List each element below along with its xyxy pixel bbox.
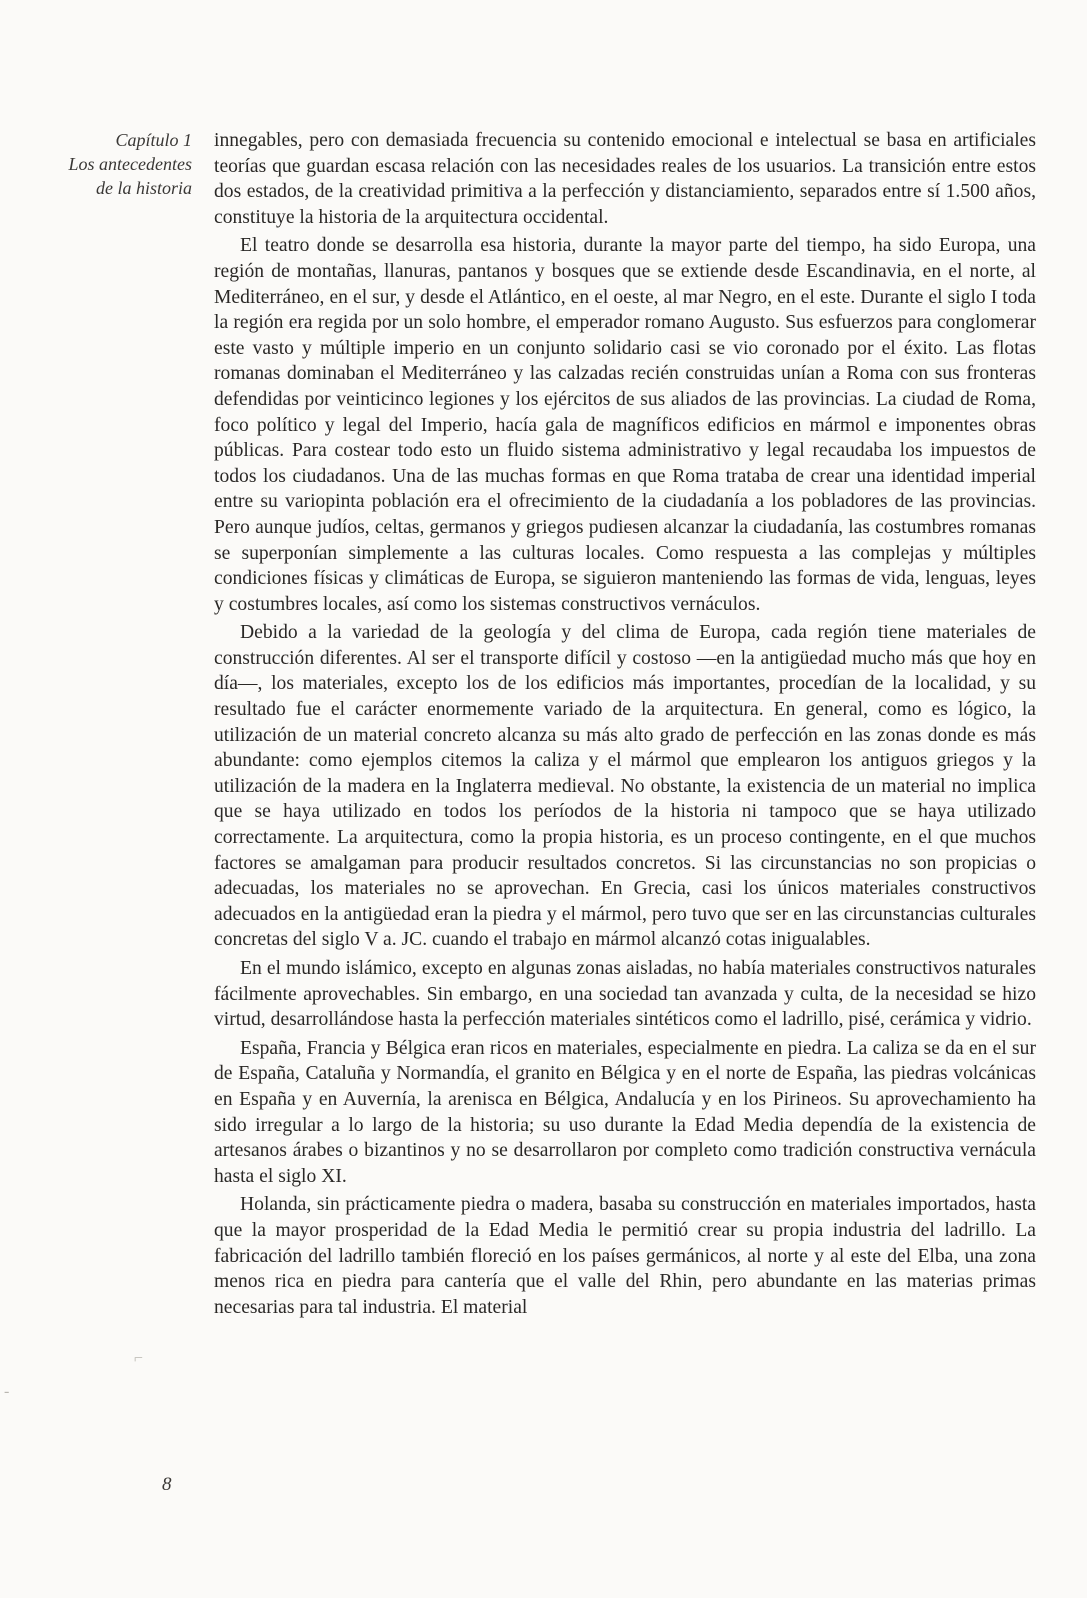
body-text <box>214 128 1036 1323</box>
page-number: 8 <box>162 1474 172 1495</box>
paragraph-1: innegables, pero con demasiada frecuencia su contenido emocional e intelectual se basa en artificiales teorías que guardan escasa relación con las necesidades reales de los usuarios. La transición entre estos dos estados, de la creatividad primitiva a la perfección y distanciamiento, separados entre sí 1.500 años, constituye la historia de la arquitectura occidental. <box>214 130 1036 228</box>
scan-mark: ⌐ <box>134 1350 144 1367</box>
chapter-title-line-2: de la historia <box>95 178 192 198</box>
paragraph-2: El teatro donde se desarrolla esa historia, durante la mayor parte del tiempo, ha sido Europa, una región de montañas, llanuras, pantanos y bosques que se extiende desde Escandinavia, en el norte, al Mediterráneo, en el sur, y desde el Atlántico, en el oeste, al mar Negro, en el este. Durante el siglo I toda la región era regida por un solo hombre, el emperador romano Augusto. Sus esfuerzos para conglomerar este vasto y múltiple imperio en un conjunto solidario casi se vio coronado por el éxito. Las flotas romanas dominaban el Mediterráneo y las calzadas recién construidas unían a Roma con sus fronteras defendidas por veinticinco legiones y los ejércitos de sus aliados de las provincias. La ciudad de Roma, foco político y legal del Imperio, hacía gala de magníficos edificios en mármol e imponentes obras públicas. Para costear todo esto un fluido sistema administrativo y legal recaudaba los impuestos de todos los ciudadanos. Una de las muchas formas en que Roma trataba de crear una identidad imperial entre su variopinta población era el ofrecimiento de la ciudadanía a los pobladores de las provincias. Pero aunque judíos, celtas, germanos y griegos pudiesen alcanzar la ciudadanía, las costumbres romanas se superponían simplemente a las culturas locales. Como respuesta a las complejas y múltiples condiciones físicas y climáticas de Europa, se siguieron manteniendo las formas de vida, lenguas, leyes y costumbres locales, así como los sistemas constructivos vernáculos. <box>214 235 1036 615</box>
paragraph-3: Debido a la variedad de la geología y del clima de Europa, cada región tiene materiales de construcción diferentes. Al ser el transporte difícil y costoso —en la antigüedad mucho más que hoy en día—, los materiales, excepto los de los edificios más importantes, procedían de la localidad, y su resultado fue el carácter enormemente variado de la arquitectura. En general, como es lógico, la utilización de un material concreto alcanza su más alto grado de perfección en las zonas donde es más abundante: como ejemplos citemos la caliza y el mármol que emplearon los antiguos griegos y la utilización de la madera en la Inglaterra medieval. No obstante, la existencia de un material no implica que se haya utilizado en todos los períodos de la historia ni tampoco que se haya utilizado correctamente. La arquitectura, como la propia historia, es un proceso contingente, en el que muchos factores se amalgaman para producir resultados concretos. Si las circunstancias no son propicias o adecuadas, los materiales no se aprovechan. En Grecia, casi los únicos materiales constructivos adecuados en la antigüedad eran la piedra y el mármol, pero tuvo que ser en las circunstancias culturales concretas del siglo V a. JC. cuando el trabajo en mármol alcanzó cotas inigualables. <box>214 622 1036 951</box>
paragraph-5: España, Francia y Bélgica eran ricos en materiales, especialmente en piedra. La caliza se da en el sur de España, Cataluña y Normandía, el granito en Bélgica y en el norte de España, las piedras volcánicas en España y en Auvernía, la arenisca en Bélgica, Andalucía y en los Pirineos. Su aprovechamiento ha sido irregular a lo largo de la historia; su uso durante la Edad Media dependía de la existencia de artesanos árabes o bizantinos y no se desarrollaron por completo como tradición constructiva vernácula hasta el siglo XI. <box>214 1037 1036 1187</box>
chapter-heading <box>30 128 192 200</box>
paragraph-6: Holanda, sin prácticamente piedra o madera, basaba su construcción en materiales importados, hasta que la mayor prosperidad de la Edad Media le permitió crear su propia industria del ladrillo. La fabricación del ladrillo también floreció en los países germánicos, al norte y al este del Elba, una zona menos rica en piedra para cantería que el valle del Rhin, pero abundante en las materias primas necesarias para tal industria. El material <box>214 1194 1036 1318</box>
chapter-label: Capítulo 1 <box>115 130 192 150</box>
paragraph-4: En el mundo islámico, excepto en algunas zonas aisladas, no había materiales constructivos naturales fácilmente aprovechables. Sin embargo, en una sociedad tan avanzada y culta, de la necesidad se hizo virtud, desarrollándose hasta la perfección materiales sintéticos como el ladrillo, pisé, cerámica y vidrio. <box>214 958 1036 1031</box>
chapter-title-line-1: Los antecedentes <box>68 154 192 174</box>
scan-mark: - <box>4 1383 10 1400</box>
